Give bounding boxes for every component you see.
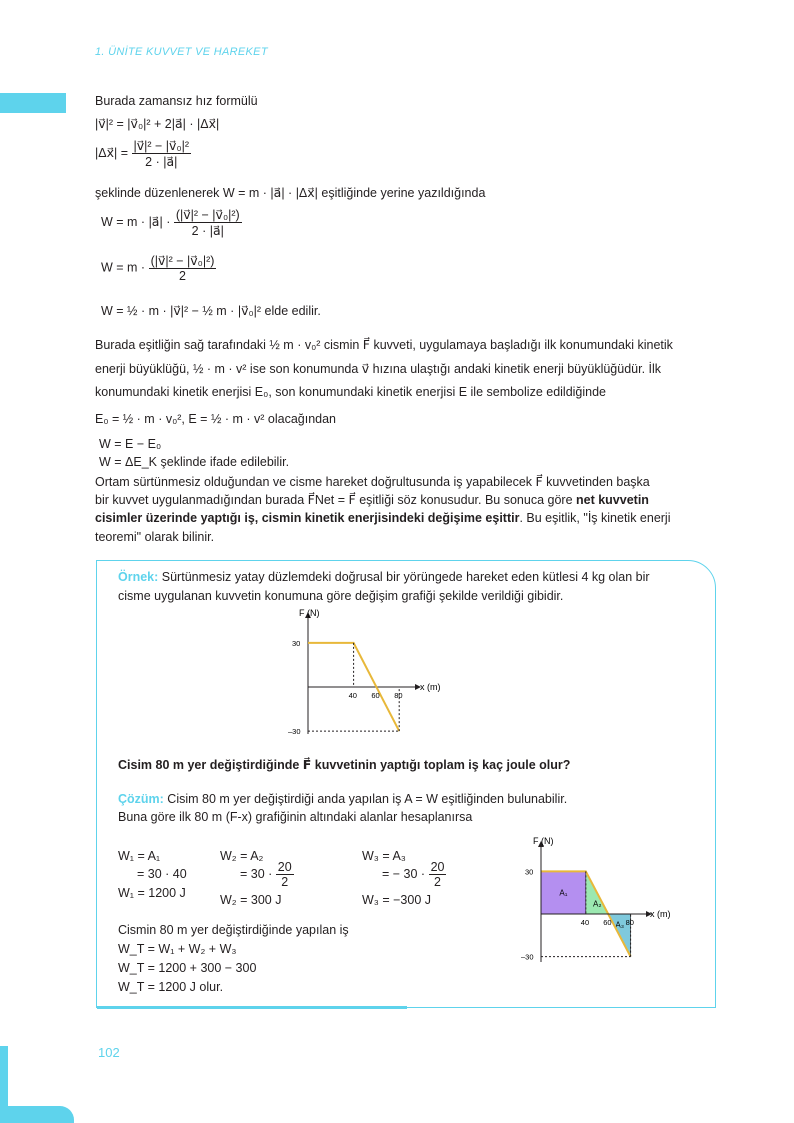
x-tick-80: 80 xyxy=(625,918,634,927)
para1-line3: konumundaki kinetik enerjisi E₀, son konumundaki kinetik enerjisi E ile sembolize edildiğinde xyxy=(95,385,607,399)
w3-coef: = − 30 · xyxy=(382,866,426,881)
para2-line4: teoremi" olarak bilinir. xyxy=(95,530,215,544)
corner-tab xyxy=(0,1106,74,1123)
w3-num: 20 xyxy=(430,860,445,874)
force-graph-example xyxy=(285,604,455,744)
total-line3: W_T = 1200 + 300 − 300 xyxy=(118,961,257,975)
eq2-num: |v⃗|² − |v⃗₀|² xyxy=(133,139,190,153)
example-line1 xyxy=(118,570,650,584)
w3-line2 xyxy=(382,860,446,889)
x-tick-40: 40 xyxy=(580,918,590,927)
para2-line2-text: bir kuvvet uygulanmadığından burada F⃗Net = F⃗ eşitliği söz konusudur. Bu sonuca göre xyxy=(95,493,573,507)
para2-line3 xyxy=(95,511,671,525)
example-text-1: Sürtünmesiz yatay düzlemdeki doğrusal bir yörüngede hareket eden kütlesi 4 kg olan bir xyxy=(158,570,650,584)
para2-line3-rest: . Bu eşitlik, "İş kinetik enerji xyxy=(519,511,671,525)
para2-bold-2: cisimler üzerinde yaptığı iş, cismin kinetik enerjisindeki değişime eşittir xyxy=(95,511,520,525)
x-tick-80: 80 xyxy=(394,691,403,700)
para2-line1: Ortam sürtünmesiz olduğundan ve cisme hareket doğrultusunda iş yapabilecek F⃗ kuvvetinden başka xyxy=(95,475,650,489)
para2-line2 xyxy=(95,492,649,507)
x-axis-label: x (m) xyxy=(650,909,671,919)
solution-line1 xyxy=(118,792,567,806)
area-label-1: A₁ xyxy=(559,888,568,898)
example-label: Örnek: xyxy=(118,570,159,584)
w3-line1: W₃ = A₃ xyxy=(362,849,406,863)
equation-6: E₀ = ½ · m · v₀², E = ½ · m · v² olacağından xyxy=(95,412,337,426)
total-line2: W_T = W₁ + W₂ + W₃ xyxy=(118,942,237,956)
example-box-accent xyxy=(97,1006,407,1009)
equation-3 xyxy=(101,207,242,238)
w2-coef: = 30 · xyxy=(240,866,273,881)
para1-line1: Burada eşitliğin sağ tarafındaki ½ m · v₀² cismin F⃗ kuvveti, uygulamaya başladığı ilk konumundaki kinetik xyxy=(95,338,673,352)
example-text-2: cisme uygulanan kuvvetin konumuna göre değişim grafiği şekilde verildiği gibidir. xyxy=(118,589,564,603)
side-tab xyxy=(0,93,66,113)
equation-2 xyxy=(95,138,191,169)
w3-line3: W₃ = −300 J xyxy=(362,893,432,907)
page-header: 1. ÜNİTE KUVVET VE HAREKET xyxy=(95,46,268,58)
para2-bold-1: net kuvvetin xyxy=(572,493,649,507)
total-line1: Cismin 80 m yer değiştirdiğinde yapılan iş xyxy=(118,923,349,937)
w2-den: 2 xyxy=(281,875,289,889)
x-tick-40: 40 xyxy=(348,691,357,700)
w2-line3: W₂ = 300 J xyxy=(220,893,282,907)
equation-4 xyxy=(101,253,216,283)
equation-7: W = E − E₀ xyxy=(99,437,162,451)
eq4-den: 2 xyxy=(179,269,186,283)
w1-line3: W₁ = 1200 J xyxy=(118,886,186,900)
x-axis-label: x (m) xyxy=(420,682,441,692)
eq2-den: 2 · |a⃗| xyxy=(145,155,178,169)
w1-line2: = 30 · 40 xyxy=(137,867,187,881)
x-tick-60: 60 xyxy=(371,691,380,700)
w1-line1: W₁ = A₁ xyxy=(118,849,161,863)
solution-text-1: Cisim 80 m yer değiştirdiği anda yapılan iş A = W eşitliğinden bulunabilir. xyxy=(163,792,568,806)
x-tick-60: 60 xyxy=(603,918,612,927)
equation-1: |v⃗|² = |v⃗₀|² + 2|a⃗| · |Δx⃗| xyxy=(95,117,220,131)
y-tick-minus30: –30 xyxy=(288,727,301,737)
w2-line2 xyxy=(240,860,294,889)
equation-5: W = ½ · m · |v⃗|² − ½ m · |v⃗₀|² elde edilir. xyxy=(101,304,321,318)
y-axis-label: F (N) xyxy=(533,836,554,846)
question-text: Cisim 80 m yer değiştirdiğinde F⃗ kuvvetinin yaptığı toplam iş kaç joule olur? xyxy=(118,758,571,772)
total-line4: W_T = 1200 J olur. xyxy=(118,980,224,994)
equation-8: W = ΔE_K şeklinde ifade edilebilir. xyxy=(99,455,290,469)
area-label-2: A₂ xyxy=(593,899,602,909)
eq4-left: W = m · xyxy=(101,260,146,275)
eq2-left: |Δx⃗| = xyxy=(95,145,129,160)
eq4-num: (|v⃗|² − |v⃗₀|²) xyxy=(150,254,215,268)
w2-line1: W₂ = A₂ xyxy=(220,849,264,863)
rearranged-line: şeklinde düzenlenerek W = m · |a⃗| · |Δx⃗| eşitliğinde yerine yazıldığında xyxy=(95,186,486,200)
eq3-num: (|v⃗|² − |v⃗₀|²) xyxy=(175,208,240,222)
w2-num: 20 xyxy=(277,860,292,874)
area-label-3: A₃ xyxy=(615,920,624,930)
y-tick-minus30: –30 xyxy=(521,952,534,962)
page-number: 102 xyxy=(98,1045,120,1060)
eq3-left: W = m · |a⃗| · xyxy=(101,214,171,229)
para1-line2: enerji büyüklüğü, ½ · m · v² ise son konumunda v⃗ hızına ulaştığı andaki kinetik enerji büyüklüğüdür. İlk xyxy=(95,362,662,376)
force-graph-solution xyxy=(520,832,700,967)
solution-text-2: Buna göre ilk 80 m (F-x) grafiğinin altındaki alanlar hesaplanırsa xyxy=(118,810,473,824)
eq3-den: 2 · |a⃗| xyxy=(191,224,224,238)
intro-text: Burada zamansız hız formülü xyxy=(95,94,258,108)
y-tick-30: 30 xyxy=(292,638,301,648)
y-tick-30: 30 xyxy=(525,867,534,877)
y-axis-label: F (N) xyxy=(299,608,320,618)
solution-label: Çözüm: xyxy=(118,792,164,806)
w3-den: 2 xyxy=(434,875,441,889)
